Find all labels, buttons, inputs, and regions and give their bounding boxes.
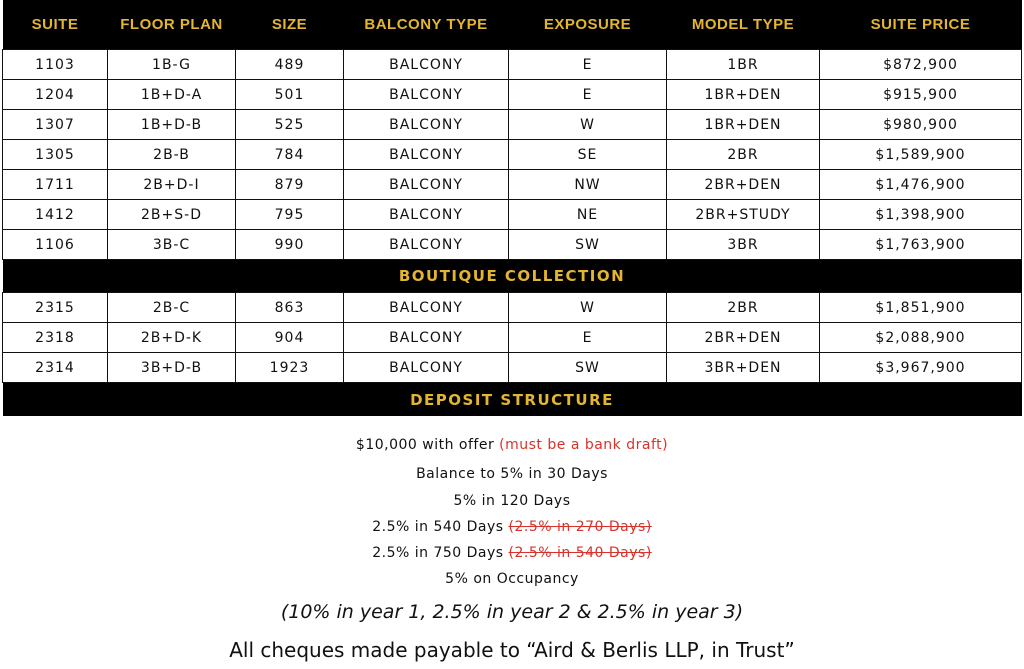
floor-plan-cell: 2B-B [108, 140, 236, 170]
size-cell: 863 [236, 293, 344, 323]
exposure-cell: SW [509, 230, 667, 260]
deposit-line-2 [0, 466, 1024, 482]
header-model-type: MODEL TYPE [667, 0, 820, 50]
deposit-540-days-text: 2.5% in 540 Days [372, 519, 504, 535]
table-header-row [3, 0, 1022, 50]
size-cell: 501 [236, 80, 344, 110]
model-type-cell: 1BR+DEN [667, 110, 820, 140]
header-floor-plan: FLOOR PLAN [108, 0, 236, 50]
deposit-offer-text: $10,000 with offer [355, 437, 495, 453]
table-row [3, 293, 1022, 323]
balcony-type-cell: BALCONY [344, 140, 509, 170]
exposure-cell: NW [509, 170, 667, 200]
deposit-540-days-struck: (2.5% in 540 Days) [508, 545, 652, 561]
table-row [3, 353, 1022, 383]
floor-plan-cell: 3B-C [108, 230, 236, 260]
suite-cell: 2314 [3, 353, 108, 383]
suite-cell: 2315 [3, 293, 108, 323]
suite-price-cell: $872,900 [820, 50, 1022, 80]
table-row [3, 50, 1022, 80]
cheque-payable-note: All cheques made payable to “Aird & Berlis LLP, in Trust” [229, 638, 795, 662]
suite-cell: 1307 [3, 110, 108, 140]
floor-plan-cell: 1B+D-B [108, 110, 236, 140]
suite-price-cell: $1,851,900 [820, 293, 1022, 323]
size-cell: 489 [236, 50, 344, 80]
deposit-balance-text: Balance to 5% in 30 Days [416, 466, 608, 482]
size-cell: 784 [236, 140, 344, 170]
size-cell: 990 [236, 230, 344, 260]
exposure-cell: NE [509, 200, 667, 230]
exposure-cell: W [509, 293, 667, 323]
model-type-cell: 2BR [667, 140, 820, 170]
model-type-cell: 2BR+STUDY [667, 200, 820, 230]
suite-price-table [2, 0, 1022, 416]
header-balcony-type: BALCONY TYPE [344, 0, 509, 50]
floor-plan-cell: 1B-G [108, 50, 236, 80]
balcony-type-cell: BALCONY [344, 293, 509, 323]
suite-cell: 1103 [3, 50, 108, 80]
deposit-270-days-struck: (2.5% in 270 Days) [508, 519, 652, 535]
exposure-cell: W [509, 110, 667, 140]
deposit-line-3 [0, 493, 1024, 509]
size-cell: 525 [236, 110, 344, 140]
size-cell: 795 [236, 200, 344, 230]
balcony-type-cell: BALCONY [344, 353, 509, 383]
size-cell: 879 [236, 170, 344, 200]
floor-plan-cell: 2B+D-I [108, 170, 236, 200]
suite-price-cell: $3,967,900 [820, 353, 1022, 383]
suite-price-cell: $1,763,900 [820, 230, 1022, 260]
suite-cell: 1204 [3, 80, 108, 110]
size-cell: 904 [236, 323, 344, 353]
model-type-cell: 2BR+DEN [667, 170, 820, 200]
deposit-band [3, 383, 1022, 417]
header-exposure: EXPOSURE [509, 0, 667, 50]
model-type-cell: 1BR [667, 50, 820, 80]
table-row [3, 140, 1022, 170]
balcony-type-cell: BALCONY [344, 170, 509, 200]
floor-plan-cell: 1B+D-A [108, 80, 236, 110]
table-row [3, 110, 1022, 140]
table-row [3, 80, 1022, 110]
balcony-type-cell: BALCONY [344, 323, 509, 353]
suite-price-cell: $1,398,900 [820, 200, 1022, 230]
boutique-collection-title: BOUTIQUE COLLECTION [3, 260, 1022, 293]
suite-price-cell: $1,589,900 [820, 140, 1022, 170]
bank-draft-note: (must be a bank draft) [499, 437, 669, 453]
suite-price-cell: $2,088,900 [820, 323, 1022, 353]
table-row [3, 323, 1022, 353]
floor-plan-cell: 2B-C [108, 293, 236, 323]
exposure-cell: E [509, 323, 667, 353]
suite-price-cell: $980,900 [820, 110, 1022, 140]
deposit-occupancy-text: 5% on Occupancy [445, 571, 579, 587]
floor-plan-cell: 2B+D-K [108, 323, 236, 353]
deposit-structure-title: DEPOSIT STRUCTURE [3, 383, 1022, 417]
header-size: SIZE [236, 0, 344, 50]
table-row [3, 170, 1022, 200]
model-type-cell: 2BR+DEN [667, 323, 820, 353]
balcony-type-cell: BALCONY [344, 50, 509, 80]
table-row [3, 200, 1022, 230]
balcony-type-cell: BALCONY [344, 200, 509, 230]
deposit-120-days-text: 5% in 120 Days [453, 493, 571, 509]
deposit-line-4 [0, 519, 1024, 535]
balcony-type-cell: BALCONY [344, 110, 509, 140]
suite-cell: 2318 [3, 323, 108, 353]
model-type-cell: 3BR+DEN [667, 353, 820, 383]
floor-plan-cell: 3B+D-B [108, 353, 236, 383]
exposure-cell: SW [509, 353, 667, 383]
floor-plan-cell: 2B+S-D [108, 200, 236, 230]
suite-cell: 1106 [3, 230, 108, 260]
deposit-schedule-note: (10% in year 1, 2.5% in year 2 & 2.5% in year 3) [280, 601, 744, 623]
deposit-line-6 [0, 571, 1024, 587]
deposit-line-1 [0, 437, 1024, 453]
suite-cell: 1711 [3, 170, 108, 200]
exposure-cell: SE [509, 140, 667, 170]
header-suite-price: SUITE PRICE [820, 0, 1022, 50]
header-suite: SUITE [3, 0, 108, 50]
deposit-line-5 [0, 545, 1024, 561]
size-cell: 1923 [236, 353, 344, 383]
model-type-cell: 2BR [667, 293, 820, 323]
suite-cell: 1412 [3, 200, 108, 230]
model-type-cell: 3BR [667, 230, 820, 260]
exposure-cell: E [509, 80, 667, 110]
table-row [3, 230, 1022, 260]
boutique-band [3, 260, 1022, 293]
suite-price-cell: $915,900 [820, 80, 1022, 110]
suite-price-cell: $1,476,900 [820, 170, 1022, 200]
suite-cell: 1305 [3, 140, 108, 170]
exposure-cell: E [509, 50, 667, 80]
balcony-type-cell: BALCONY [344, 80, 509, 110]
deposit-750-days-text: 2.5% in 750 Days [372, 545, 504, 561]
model-type-cell: 1BR+DEN [667, 80, 820, 110]
balcony-type-cell: BALCONY [344, 230, 509, 260]
